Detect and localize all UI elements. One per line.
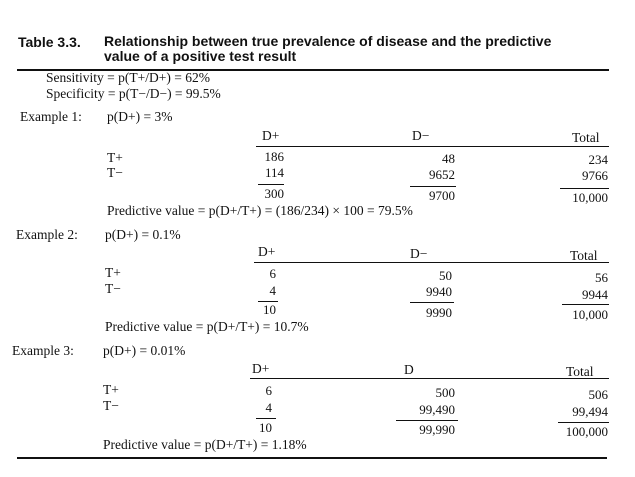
sum-rule-d-neg	[410, 186, 456, 187]
cell-d-pos-total: 300	[264, 186, 284, 201]
cell-grand-total: 10,000	[572, 307, 608, 322]
sum-rule-total	[558, 422, 609, 423]
sensitivity-line: Sensitivity = p(T+/D+) = 62%	[46, 70, 210, 85]
col-header-total: Total	[570, 248, 598, 263]
sum-rule-d-pos	[256, 418, 276, 419]
cell-tn: 9652	[429, 167, 455, 182]
row-header-t-neg: T−	[105, 281, 121, 296]
cell-tp: 186	[264, 149, 284, 164]
cell-tp: 6	[265, 383, 272, 398]
col-header-total: Total	[572, 130, 600, 145]
bottom-rule	[17, 457, 607, 459]
cell-t-neg-total: 9766	[582, 168, 608, 183]
cell-tn: 99,490	[419, 402, 455, 417]
sum-rule-d-pos	[258, 184, 284, 185]
cell-t-pos-total: 56	[595, 270, 608, 285]
cell-fn: 4	[269, 283, 276, 298]
cell-d-pos-total: 10	[259, 420, 272, 435]
cell-d-neg-total: 9990	[426, 305, 452, 320]
row-header-t-pos: T+	[103, 382, 119, 397]
cell-fp: 50	[439, 268, 452, 283]
cell-fp: 48	[442, 151, 455, 166]
cell-fp: 500	[435, 385, 455, 400]
col-header-d-neg: D	[404, 362, 414, 377]
example-label: Example 2:	[16, 227, 78, 242]
sum-rule-total	[562, 304, 609, 305]
specificity-line: Specificity = p(T−/D−) = 99.5%	[46, 86, 221, 101]
cell-tn: 9940	[426, 284, 452, 299]
cell-t-pos-total: 234	[588, 152, 608, 167]
header-rule	[256, 146, 609, 147]
predictive-value: Predictive value = p(D+/T+) = 1.18%	[103, 437, 307, 452]
cell-grand-total: 10,000	[572, 190, 608, 205]
prevalence: p(D+) = 0.01%	[103, 343, 186, 358]
table-label: Table 3.3.	[18, 34, 81, 50]
cell-d-neg-total: 99,990	[419, 422, 455, 437]
sum-rule-d-neg	[410, 302, 454, 303]
row-header-t-neg: T−	[103, 398, 119, 413]
col-header-d-neg: D−	[412, 128, 430, 143]
predictive-value: Predictive value = p(D+/T+) = (186/234) × 100 = 79.5%	[107, 203, 413, 218]
cell-t-neg-total: 99,494	[572, 404, 608, 419]
sum-rule-d-neg	[396, 420, 458, 421]
col-header-d-neg: D−	[410, 246, 428, 261]
example-label: Example 1:	[20, 109, 82, 124]
sum-rule-total	[560, 188, 609, 189]
header-rule	[250, 378, 609, 379]
predictive-value: Predictive value = p(D+/T+) = 10.7%	[105, 319, 309, 334]
cell-d-pos-total: 10	[263, 302, 276, 317]
row-header-t-pos: T+	[105, 265, 121, 280]
col-header-total: Total	[566, 364, 594, 379]
cell-fn: 4	[265, 400, 272, 415]
col-header-d-pos: D+	[252, 361, 270, 376]
row-header-t-neg: T−	[107, 165, 123, 180]
example-label: Example 3:	[12, 343, 74, 358]
col-header-d-pos: D+	[258, 244, 276, 259]
cell-t-neg-total: 9944	[582, 287, 608, 302]
table-title-line1: Relationship between true prevalence of disease and the predictive	[104, 33, 552, 49]
row-header-t-pos: T+	[107, 150, 123, 165]
cell-grand-total: 100,000	[565, 424, 608, 439]
col-header-d-pos: D+	[262, 128, 280, 143]
prevalence: p(D+) = 0.1%	[105, 227, 181, 242]
cell-d-neg-total: 9700	[429, 188, 455, 203]
cell-t-pos-total: 506	[588, 387, 608, 402]
cell-fn: 114	[264, 165, 284, 180]
table-title-line2: value of a positive test result	[104, 48, 297, 64]
cell-tp: 6	[269, 266, 276, 281]
prevalence: p(D+) = 3%	[107, 109, 173, 124]
header-rule	[254, 262, 609, 263]
